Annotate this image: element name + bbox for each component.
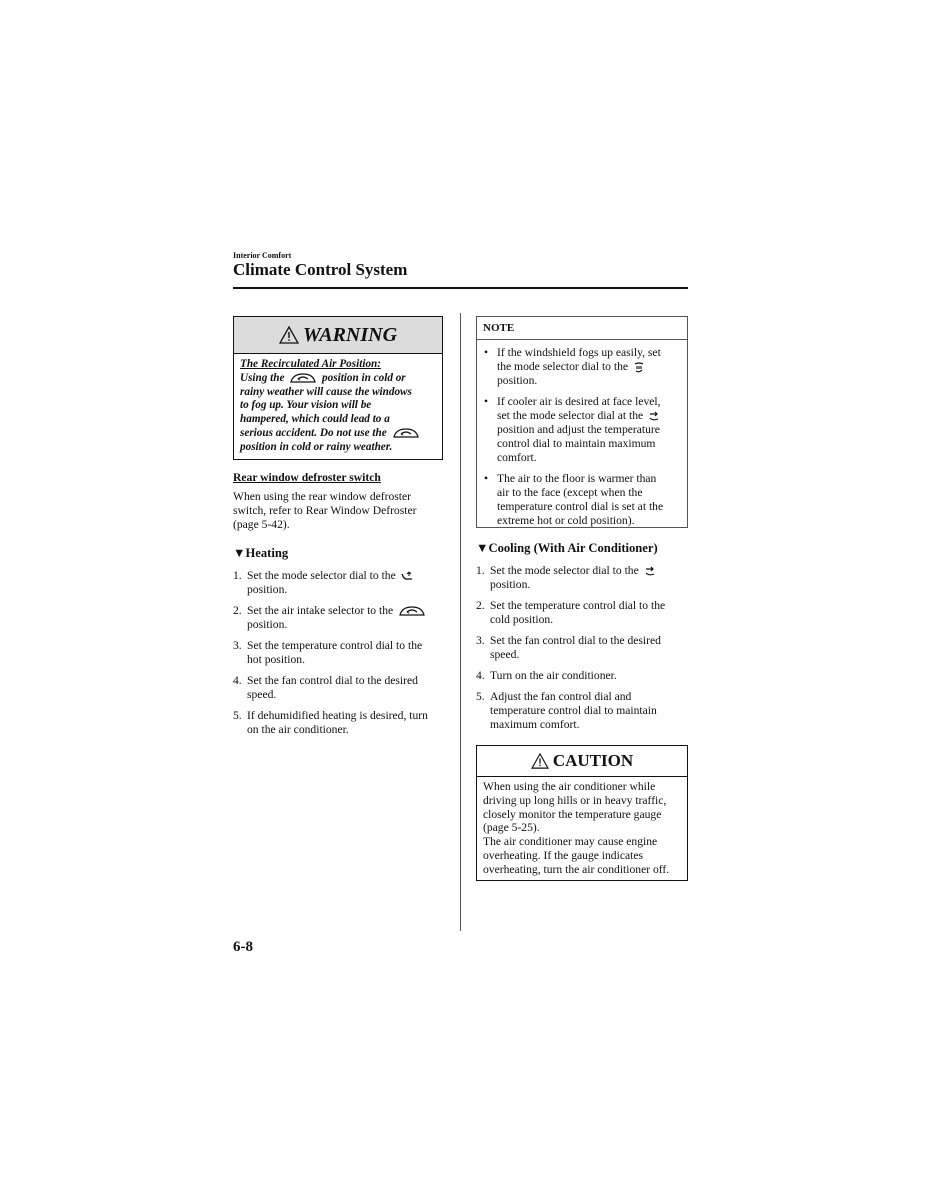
text-line: (page 5-25). bbox=[483, 821, 540, 835]
step-text: Set the fan control dial to the desired bbox=[247, 674, 418, 687]
step-text: Set the mode selector dial to the bbox=[247, 569, 396, 582]
text-line: (page 5-42). bbox=[233, 518, 290, 531]
caution-body bbox=[477, 777, 687, 877]
warning-text: to fog up. Your vision will be bbox=[240, 399, 372, 412]
text-line: position and adjust the temperature bbox=[497, 423, 660, 436]
step-text: Set the mode selector dial to the bbox=[490, 564, 639, 577]
bi-level-icon bbox=[648, 410, 660, 422]
title-divider bbox=[233, 287, 688, 289]
list-item bbox=[476, 669, 691, 683]
step-number: 1. bbox=[476, 564, 485, 577]
step-text: Set the fan control dial to the desired bbox=[490, 634, 661, 647]
text-line: overheating. If the gauge indicates bbox=[483, 848, 643, 862]
caution-header bbox=[477, 746, 687, 777]
page-number: 6-8 bbox=[233, 939, 253, 955]
list-item bbox=[233, 674, 448, 702]
step-text: hot position. bbox=[247, 653, 305, 666]
warning-title: WARNING bbox=[302, 323, 398, 346]
step-number: 3. bbox=[233, 639, 242, 652]
list-item bbox=[233, 604, 448, 632]
column-divider bbox=[460, 313, 461, 931]
floor-mode-icon bbox=[401, 571, 413, 581]
text-line: The air conditioner may cause engine bbox=[483, 835, 658, 849]
text-line: closely monitor the temperature gauge bbox=[483, 807, 662, 821]
triangle-down-icon: ▼ bbox=[476, 541, 489, 555]
caution-box bbox=[476, 745, 688, 881]
warning-box bbox=[233, 316, 443, 460]
warning-heading: The Recirculated Air Position: bbox=[240, 358, 381, 370]
step-text: speed. bbox=[247, 688, 277, 701]
text-line: When using the rear window defroster bbox=[233, 490, 412, 503]
text-line: If cooler air is desired at face level, bbox=[497, 395, 661, 408]
recirculation-icon bbox=[289, 372, 317, 384]
step-text: Set the temperature control dial to the bbox=[247, 639, 423, 652]
list-item bbox=[477, 472, 687, 528]
cooling-heading bbox=[476, 541, 658, 556]
text-line: the mode selector dial to the bbox=[497, 360, 629, 373]
page-title: Climate Control System bbox=[233, 260, 408, 279]
text-line: When using the air conditioner while bbox=[483, 780, 656, 793]
text-line: control dial to maintain maximum bbox=[497, 437, 656, 450]
step-text: Adjust the fan control dial and bbox=[490, 690, 632, 703]
step-number: 4. bbox=[233, 674, 242, 687]
text-line: position. bbox=[497, 374, 538, 387]
rear-defroster-text bbox=[233, 490, 448, 532]
recirculation-icon bbox=[398, 605, 426, 617]
list-item bbox=[233, 639, 448, 667]
warning-header bbox=[234, 317, 442, 354]
step-text: Turn on the air conditioner. bbox=[490, 669, 617, 682]
rear-defroster-heading: Rear window defroster switch bbox=[233, 471, 381, 484]
triangle-down-icon: ▼ bbox=[233, 546, 246, 560]
text-line: comfort. bbox=[497, 451, 537, 464]
step-number: 5. bbox=[233, 709, 242, 722]
heating-steps bbox=[233, 569, 448, 744]
step-number: 5. bbox=[476, 690, 485, 703]
text-line: overheating, turn the air conditioner off. bbox=[483, 862, 670, 876]
step-text: Set the temperature control dial to the bbox=[490, 599, 666, 612]
step-text: temperature control dial to maintain bbox=[490, 704, 657, 717]
text-line: extreme hot or cold position). bbox=[497, 514, 635, 527]
step-number: 2. bbox=[233, 604, 242, 617]
list-item bbox=[476, 690, 691, 732]
bullet-icon: • bbox=[484, 346, 489, 359]
step-number: 3. bbox=[476, 634, 485, 647]
warning-text: Using the bbox=[240, 371, 285, 384]
recirculation-icon bbox=[392, 427, 420, 439]
list-item bbox=[477, 395, 687, 465]
bullet-icon: • bbox=[484, 395, 489, 408]
heading-text: Heating bbox=[245, 546, 289, 560]
heading-text: Cooling (With Air Conditioner) bbox=[488, 541, 658, 555]
warning-text: serious accident. Do not use the bbox=[240, 426, 387, 439]
step-text: cold position. bbox=[490, 613, 554, 626]
bi-level-icon bbox=[644, 565, 656, 577]
note-box bbox=[476, 316, 688, 528]
step-text: position. bbox=[490, 578, 531, 591]
step-text: maximum comfort. bbox=[490, 718, 580, 731]
step-text: position. bbox=[247, 618, 288, 631]
floor-defrost-icon bbox=[633, 361, 645, 373]
step-number: 1. bbox=[233, 569, 242, 582]
text-line: air to the face (except when the bbox=[497, 486, 643, 499]
step-number: 2. bbox=[476, 599, 485, 612]
text-line: If the windshield fogs up easily, set bbox=[497, 346, 661, 359]
text-line: temperature control dial is set at the bbox=[497, 500, 664, 513]
heating-heading bbox=[233, 546, 288, 561]
step-number: 4. bbox=[476, 669, 485, 682]
list-item bbox=[233, 709, 448, 737]
step-text: speed. bbox=[490, 648, 520, 661]
warning-text: position in cold or rainy weather. bbox=[240, 440, 393, 453]
list-item bbox=[233, 569, 448, 597]
step-text: position. bbox=[247, 583, 288, 596]
warning-body bbox=[234, 354, 442, 455]
text-line: driving up long hills or in heavy traffic, bbox=[483, 793, 667, 807]
warning-text: position in cold or bbox=[322, 371, 406, 384]
warning-text: hampered, which could lead to a bbox=[240, 413, 390, 426]
list-item bbox=[476, 564, 691, 592]
section-label: Interior Comfort bbox=[233, 251, 292, 260]
text-line: The air to the floor is warmer than bbox=[497, 472, 657, 485]
text-line: set the mode selector dial at the bbox=[497, 409, 644, 422]
note-bullets bbox=[477, 346, 687, 528]
list-item bbox=[477, 346, 687, 388]
step-text: Set the air intake selector to the bbox=[247, 604, 394, 617]
list-item bbox=[476, 599, 691, 627]
caution-title: CAUTION bbox=[552, 751, 634, 770]
list-item bbox=[476, 634, 691, 662]
cooling-steps bbox=[476, 564, 691, 739]
step-text: on the air conditioner. bbox=[247, 723, 349, 736]
step-text: If dehumidified heating is desired, turn bbox=[247, 709, 428, 722]
text-line: switch, refer to Rear Window Defroster bbox=[233, 504, 417, 517]
warning-triangle-icon bbox=[531, 753, 549, 769]
bullet-icon: • bbox=[484, 472, 489, 485]
warning-triangle-icon bbox=[279, 326, 299, 344]
warning-text: rainy weather will cause the windows bbox=[240, 385, 412, 398]
note-title: NOTE bbox=[477, 317, 687, 340]
